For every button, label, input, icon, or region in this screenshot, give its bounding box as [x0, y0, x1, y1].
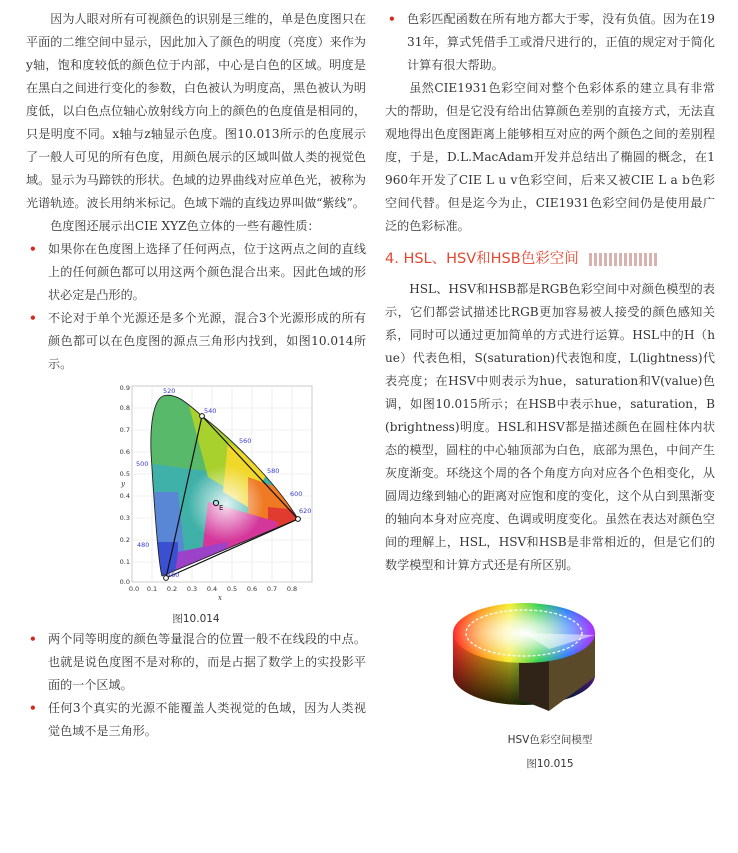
x-tick: 0.2 [166, 585, 178, 593]
wavelength-label: 480 [137, 541, 150, 549]
wavelength-label: 520 [163, 387, 176, 395]
y-tick: 0.9 [119, 384, 130, 392]
section-heading [385, 246, 715, 272]
y-tick: 0.4 [119, 492, 130, 500]
bullet-list [26, 238, 366, 376]
x-tick: 0.6 [246, 585, 258, 593]
bullet-icon: • [388, 12, 396, 26]
wavelength-label: 540 [204, 407, 217, 415]
x-axis-label: x [218, 594, 222, 602]
bullet-list [26, 628, 366, 743]
wavelength-label: 580 [267, 467, 280, 475]
x-tick: 0.7 [266, 585, 278, 593]
y-tick: 0.2 [119, 536, 130, 544]
y-tick: 0.3 [119, 514, 130, 522]
x-tick: 0.0 [128, 585, 140, 593]
wavelength-label: 600 [290, 490, 303, 498]
y-tick: 0.1 [119, 558, 130, 566]
bullet-icon: • [29, 242, 37, 256]
chromaticity-figure [26, 382, 366, 628]
x-tick: 0.3 [186, 585, 198, 593]
y-axis-label: y [121, 480, 125, 488]
figure-label: HSV色彩空间模型 [507, 734, 593, 746]
body-paragraph: 虽然CIE1931色彩空间对整个色彩体系的建立具有非常大的帮助，但是它没有给出估算颜色差别的直接方式，无法直观地得出色度图距离上能够相互对应的两个颜色之间的差别程度，于是，D.L.MacAdam开发并总结出了椭圆的概念，在1960年开发了CIE L u v色彩空间，后来又被CIE L a b色彩空间代替。但是迄今为止，CIE1931色彩空间仍是使用最广泛的色彩标准。 [385, 81, 715, 233]
right-column [385, 8, 715, 781]
bullet-icon: • [29, 632, 37, 646]
wavelength-label: 620 [299, 507, 312, 515]
x-tick: 0.4 [206, 585, 218, 593]
figure-caption: 图10.014 [172, 613, 220, 625]
wavelength-label: 560 [239, 437, 252, 445]
body-paragraph: 因为人眼对所有可视颜色的识别是三维的，单是色度图只在平面的二维空间中显示，因此加入了颜色的明度（亮度）来作为y轴，饱和度较低的颜色位于内部，中心是白色的区域。明度是在黑白之间进行变化的参数，白色被认为明度高，黑色被认为明度低，以白色点位轴心放射线方向上的颜色的色度值是相同的，只是明度不同。x轴与z轴显示色度。图10.013所示的色度展示了一般人可见的所有色度，用颜色展示的区域叫做人类的视觉色域。显示为马蹄铁的形状。色域的边界曲线对应单色光，被称为光谱轨迹。波长用纳米标记。色域下端的直线边界叫做“紫线”。 [26, 12, 366, 210]
x-tick: 0.8 [286, 585, 298, 593]
y-tick: 0.6 [119, 448, 130, 456]
hsv-figure [385, 591, 715, 781]
body-paragraph: 色度图还展示出CIE XYZ色立体的一些有趣性质： [50, 219, 320, 233]
x-tick: 0.5 [226, 585, 238, 593]
section-title: 4. HSL、HSV和HSB色彩空间 [385, 250, 579, 267]
section-decoration [589, 253, 657, 266]
bullet-item: • 色彩匹配函数在所有地方都大于零，没有负值。因为在1931年，算式凭借手工或滑尺进行的，正值的规定对于简化计算有很大帮助。 [385, 8, 715, 77]
y-tick: 0.7 [119, 426, 130, 434]
bullet-icon: • [29, 701, 37, 715]
bullet-item: • 两个同等明度的颜色等量混合的位置一般不在线段的中点。也就是说色度图不是对称的，而是占据了数学上的实投影平面的一个区域。 [26, 628, 366, 697]
bullet-item: • 任何3个真实的光源不能覆盖人类视觉的色域，因为人类视觉色域不是三角形。 [26, 697, 366, 743]
vertex-marker [296, 517, 301, 522]
bullet-list [385, 8, 715, 77]
bullet-item: • 不论对于单个光源还是多个光源，混合3个光源形成的所有颜色都可以在色度图的源点三角形内找到，如图10.014所示。 [26, 307, 366, 376]
body-paragraph: HSL、HSV和HSB都是RGB色彩空间中对颜色模型的表示，它们都尝试描述比RGB更加容易被人接受的颜色感知关系，同时可以通过更加简单的方式进行运算。HSL中的H（hue）代表色相，S(saturation)代表饱和度，L(lightness)代表亮度；在HSV中则表示为hue，saturation和V(value)色调，如图10.015所示；在HSB中表示hue，saturation，B(brightness)明度。HSL和HSV都是描述颜色在圆柱体内状态的模型，圆柱的中心轴顶部为白色，底部为黑色，中间产生灰度渐变。环绕这个周的各个角度方向对应各个色相变化，从圆周边缘到轴心的距离对应饱和度的变化，这个从白到黑渐变的轴向本身对应亮度、色调或明度变化。虽然在表达对颜色空间的理解上，HSL，HSV和HSB是非常相近的，但是它们的数学模型和计算方式还是有所区别。 [385, 282, 715, 572]
figure-caption: 图10.015 [526, 758, 574, 770]
chromaticity-diagram [118, 382, 318, 604]
bullet-item: • 如果你在色度图上选择了任何两点，位于这两点之间的直线上的任何颜色都可以用这两个颜色混合出来。因此色域的形状必定是凸形的。 [26, 238, 366, 307]
y-tick: 0.8 [119, 404, 130, 412]
left-column [26, 8, 366, 743]
y-tick: 0.5 [119, 470, 130, 478]
white-point-label: E [219, 504, 224, 512]
x-tick: 0.1 [146, 585, 158, 593]
wavelength-label: 500 [136, 460, 149, 468]
hsv-cylinder-illustration [449, 591, 599, 719]
y-tick: 0.0 [119, 578, 130, 586]
bullet-icon: • [29, 311, 37, 325]
wavelength-label: 460 [167, 571, 180, 579]
